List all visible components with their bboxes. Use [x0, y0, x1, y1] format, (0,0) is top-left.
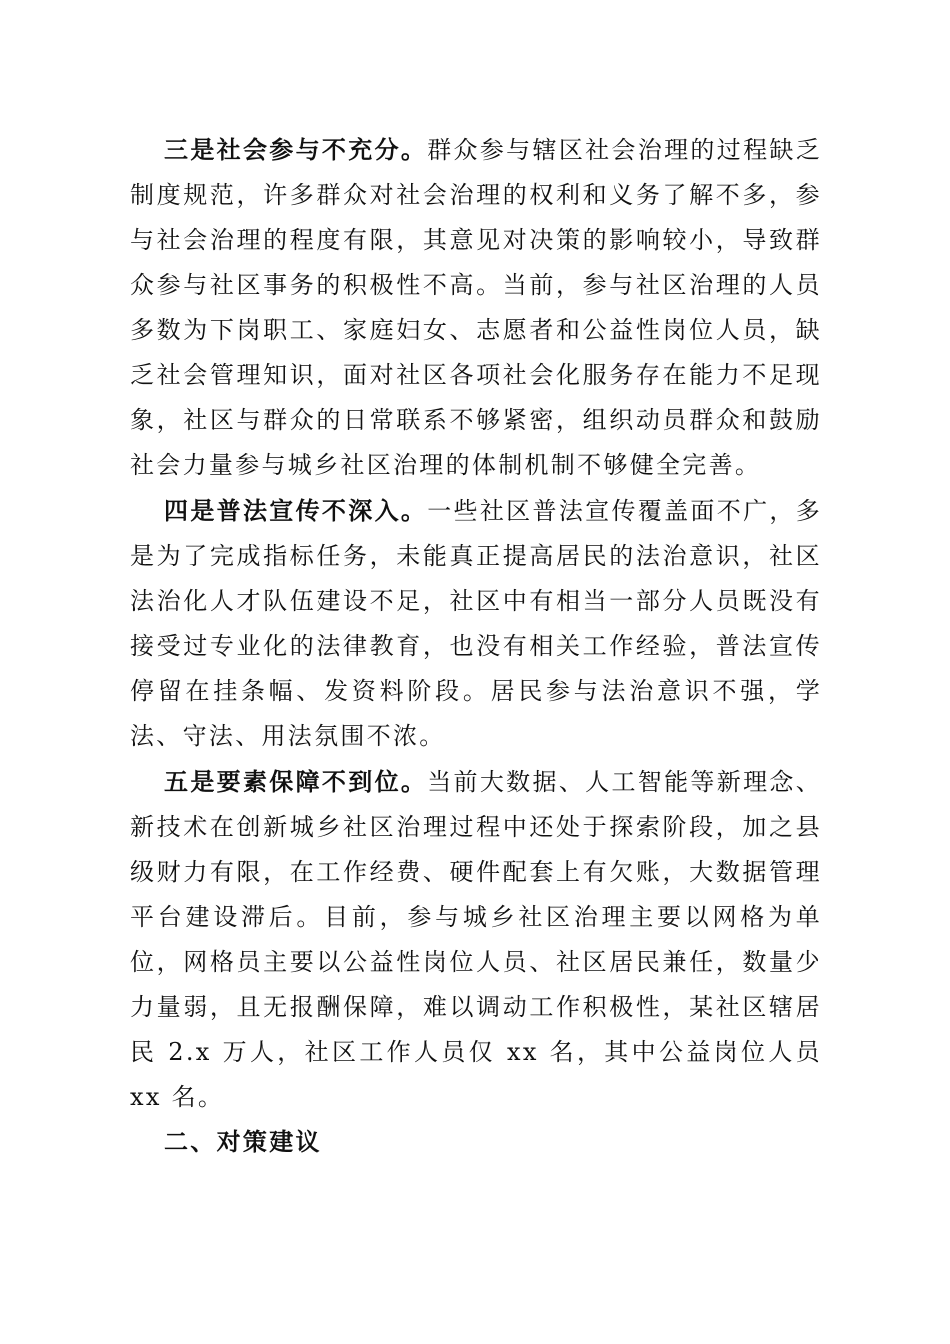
paragraph-text: 一些社区普法宣传覆盖面不广，多是为了完成指标任务，未能真正提高居民的法治意识，社区法治化人才队伍建设不足，社区中有相当一部分人员既没有接受过专业化的法律教育，也没有相关工作经验，普法宣传停留在挂条幅、发资料阶段。居民参与法治意识不强，学法、守法、用法氛围不浓。	[130, 497, 823, 750]
paragraph-social-participation	[130, 127, 822, 488]
paragraph-lead: 四是普法宣传不深入。	[164, 496, 428, 525]
paragraph-legal-publicity	[130, 488, 822, 759]
paragraph-text: 当前大数据、人工智能等新理念、新技术在创新城乡社区治理过程中还处于探索阶段，加之县级财力有限，在工作经费、硬件配套上有欠账，大数据管理平台建设滞后。目前，参与城乡社区治理主要以网格为单位，网格员主要以公益性岗位人员、社区居民兼任，数量少力量弱，且无报酬保障，难以调动工作积极性，某社区辖居民 2.x 万人，社区工作人员仅 xx 名，其中公益岗位人员 xx 名。	[130, 768, 823, 1111]
paragraph-resource-guarantee	[130, 759, 822, 1120]
paragraph-text: 群众参与辖区社会治理的过程缺乏制度规范，许多群众对社会治理的权利和义务了解不多，参与社会治理的程度有限，其意见对决策的影响较小，导致群众参与社区事务的积极性不高。当前，参与社区治理的人员多数为下岗职工、家庭妇女、志愿者和公益性岗位人员，缺乏社会管理知识，面对社区各项社会化服务存在能力不足现象，社区与群众的日常联系不够紧密，组织动员群众和鼓励社会力量参与城乡社区治理的体制机制不够健全完善。	[130, 136, 823, 479]
document-body	[130, 127, 822, 1165]
section-heading: 二、对策建议	[164, 1128, 322, 1156]
paragraph-lead: 三是社会参与不充分。	[164, 135, 428, 164]
paragraph-lead: 五是要素保障不到位。	[164, 767, 428, 796]
